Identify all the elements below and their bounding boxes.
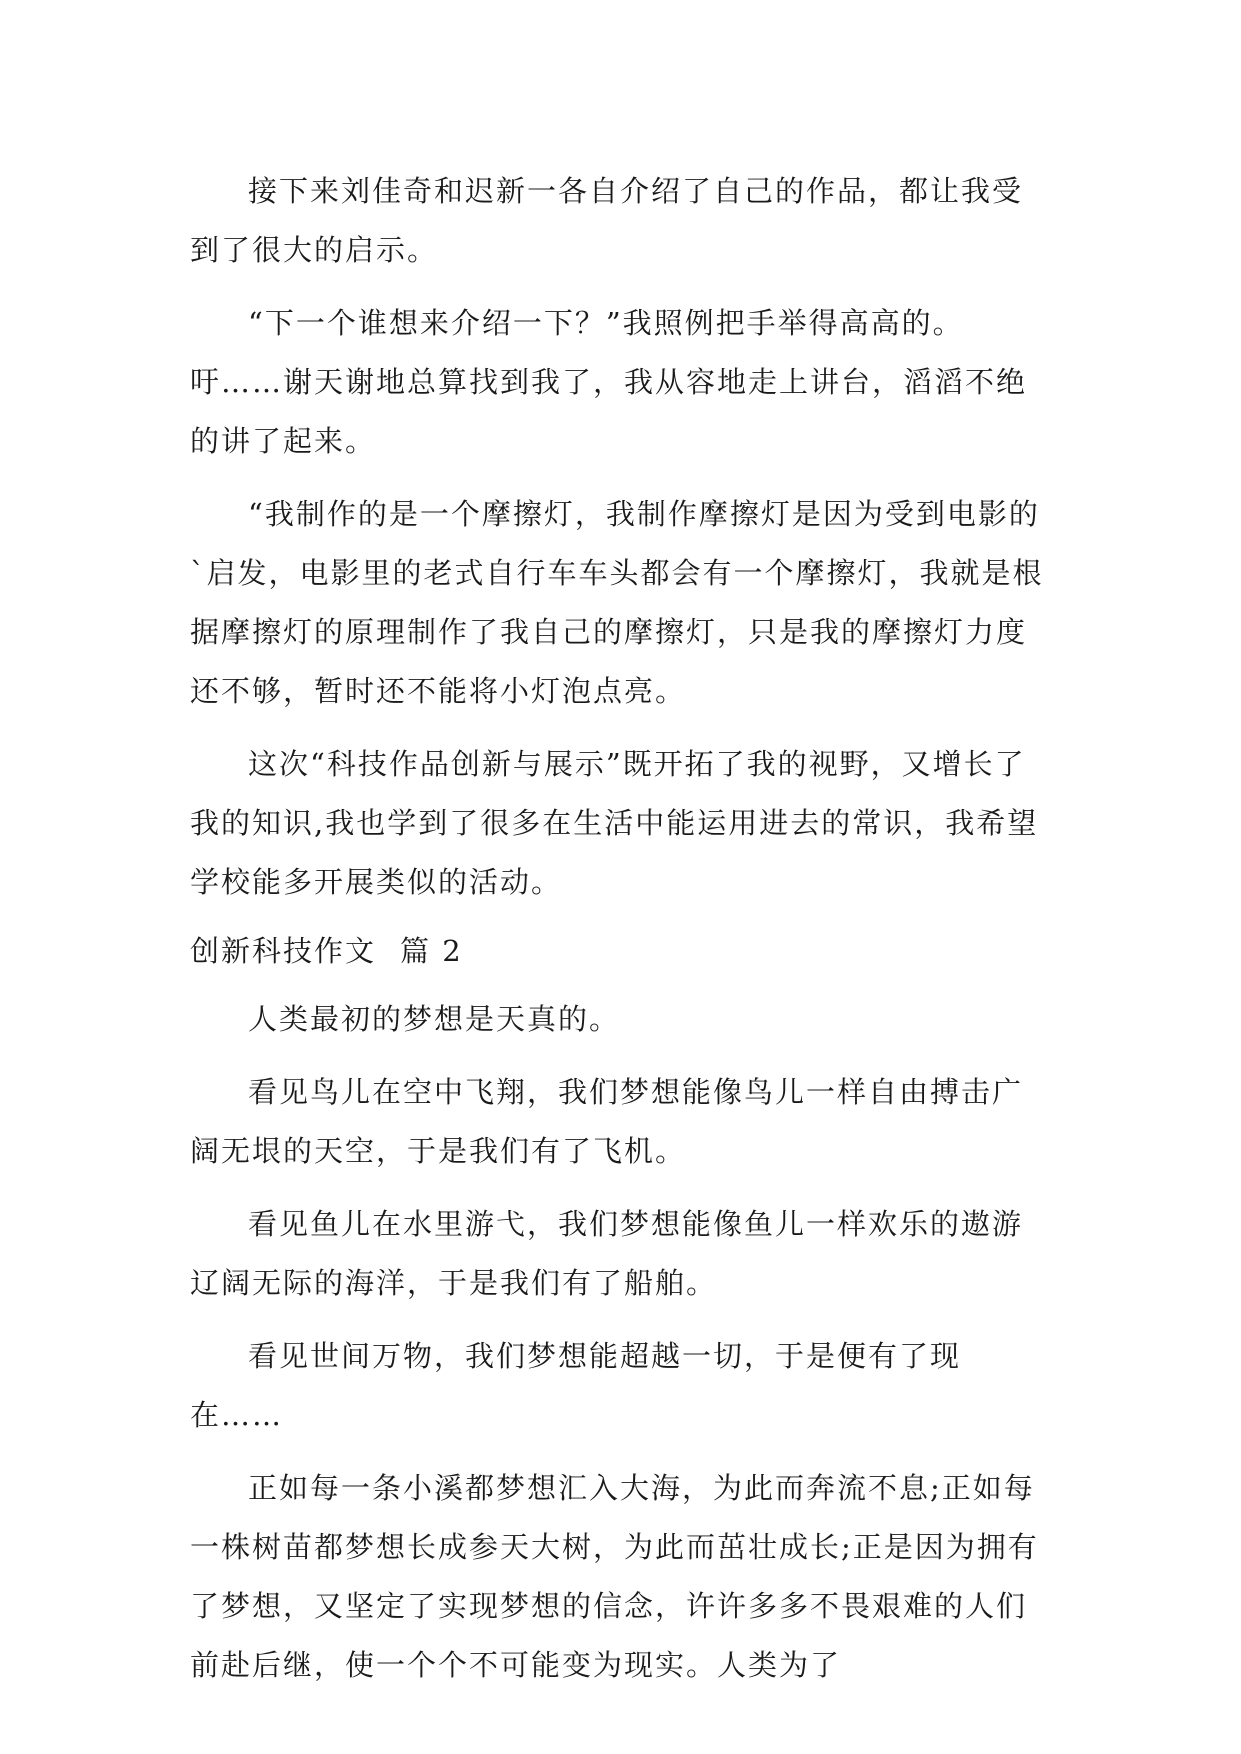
paragraph: “下一个谁想来介绍一下？”我照例把手举得高高的。吁……谢天谢地总算找到我了，我从容地走上讲台，滔滔不绝的讲了起来。: [190, 306, 1028, 458]
section-title: 创新科技作文: [190, 934, 377, 968]
document-body: [190, 162, 1050, 1709]
section-part-label: 篇 2: [400, 934, 463, 968]
paragraph: 接下来刘佳奇和迟新一各自介绍了自己的作品，都让我受到了很大的启示。: [190, 174, 1024, 267]
paragraph: 看见鱼儿在水里游弋，我们梦想能像鱼儿一样欢乐的遨游辽阔无际的海洋，于是我们有了船舶。: [190, 1207, 1024, 1300]
paragraph: “我制作的是一个摩擦灯，我制作摩擦灯是因为受到电影的`启发，电影里的老式自行车车头都会有一个摩擦灯，我就是根据摩擦灯的原理制作了我自己的摩擦灯，只是我的摩擦灯力度还不够，暂时还不能将小灯泡点亮。: [190, 497, 1044, 708]
paragraph: 看见鸟儿在空中飞翔，我们梦想能像鸟儿一样自由搏击广阔无垠的天空，于是我们有了飞机。: [190, 1075, 1024, 1168]
paragraph: 看见世间万物，我们梦想能超越一切，于是便有了现在……: [190, 1339, 962, 1432]
paragraph: 人类最初的梦想是天真的。: [248, 1002, 621, 1036]
paragraph: 正如每一条小溪都梦想汇入大海，为此而奔流不息;正如每一株树苗都梦想长成参天大树，为此而茁壮成长;正是因为拥有了梦想，又坚定了实现梦想的信念，许许多多不畏艰难的人们前赴后继，使一个个不可能变为现实。人类为了: [190, 1471, 1039, 1682]
paragraph: 这次“科技作品创新与展示”既开拓了我的视野，又增长了我的知识,我也学到了很多在生活中能运用进去的常识，我希望学校能多开展类似的活动。: [190, 747, 1039, 899]
section-heading: [190, 926, 1050, 976]
